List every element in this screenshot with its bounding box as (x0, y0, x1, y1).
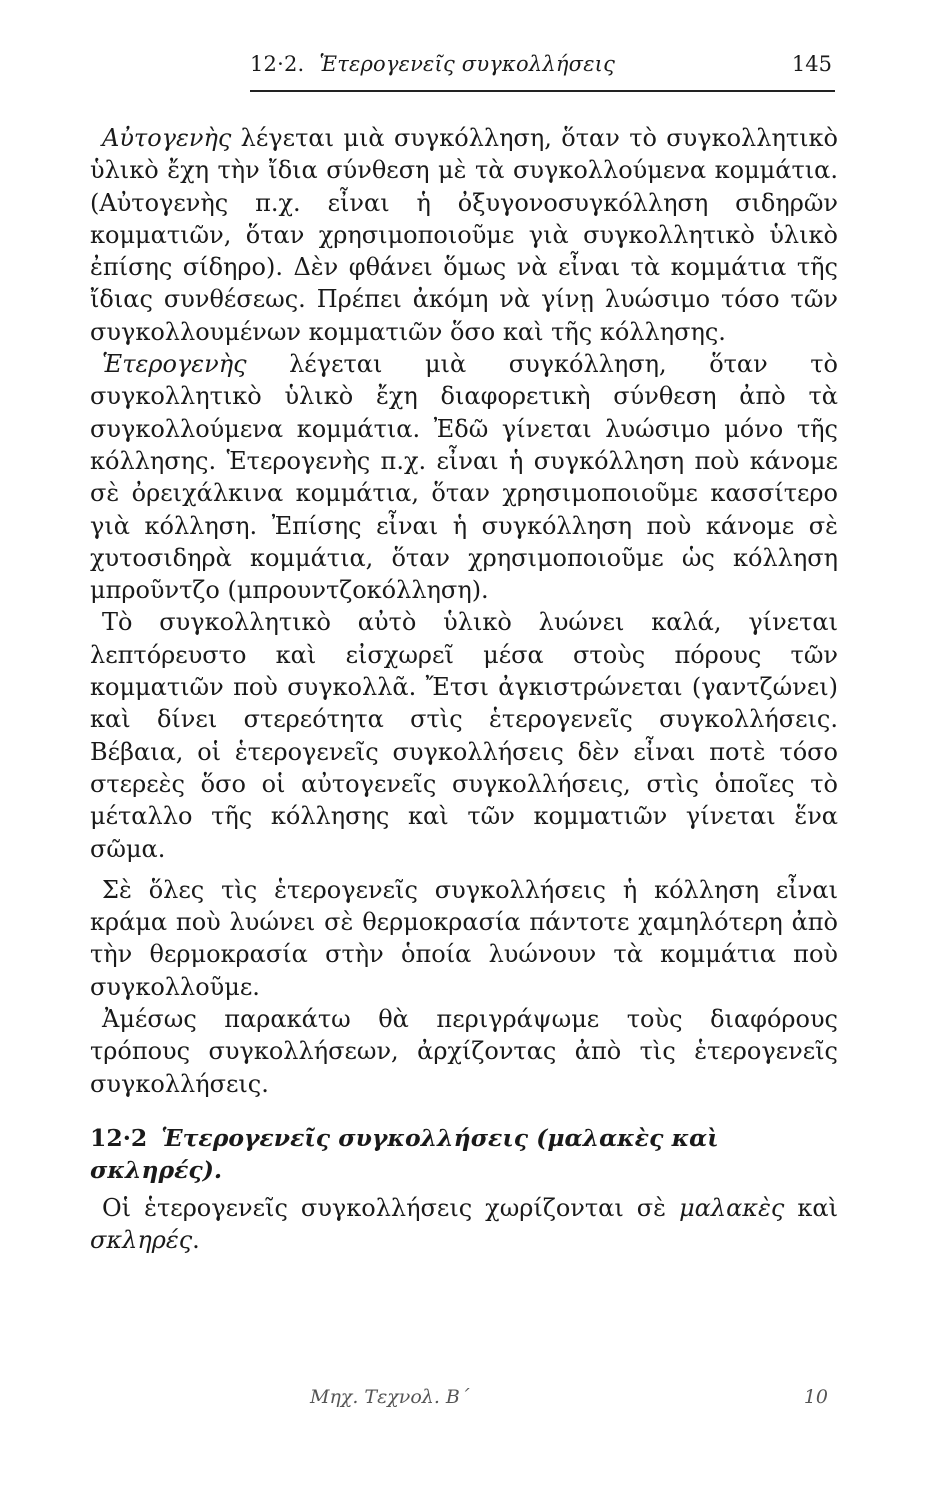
paragraph-text: Ἀμέσως παρακάτω θὰ περιγράψωμε τοὺς διαφόρους τρόπους συγκολλήσεων, ἀρχίζοντας ἀπὸ τὶς ἑτερογενεῖς συγκολλήσεις. (90, 1005, 838, 1098)
footer-mark: 10 (803, 1386, 828, 1408)
running-head-title: Ἑτερογενεῖς συγκολλήσεις (319, 52, 616, 76)
running-head-section-number: 12·2. (250, 52, 305, 76)
term-hard: σκληρές (90, 1226, 193, 1255)
paragraph-solder-material (90, 606, 838, 864)
paragraph-text: Τὸ συγκολλητικὸ αὐτὸ ὑλικὸ λυώνει καλά, γίνεται λεπτόρευστο καὶ εἰσχωρεῖ μέσα στοὺς πόρους τῶν κομματιῶν ποὺ συγκολλᾶ. Ἔτσι ἀγκιστρώνεται (γαντζώνει) καὶ δίνει στερεότητα στὶς ἑτερογενεῖς συγκολλήσεις. Βέβαια, οἱ ἑτερογενεῖς συγκολλήσεις δὲν εἶναι ποτὲ τόσο στερεὲς ὅσο οἱ αὐτογενεῖς συγκολλήσεις, στὶς ὁποῖες τὸ μέταλλο τῆς κόλλησης καὶ τῶν κομματιῶν γίνεται ἕνα σῶμα. (90, 608, 838, 863)
section-heading (90, 1122, 838, 1186)
paragraph-autogenous (90, 122, 838, 348)
body-text (90, 122, 838, 1257)
paragraph-text: Οἱ ἑτερογενεῖς συγκολλήσεις χωρίζονται σὲ (102, 1193, 680, 1222)
term-soft: μαλακὲς (679, 1193, 785, 1222)
term-autogenous: Αὐτογενὴς (102, 124, 232, 152)
paragraph-text: Σὲ ὅλες τὶς ἑτερογενεῖς συγκολλήσεις ἡ κόλληση εἶναι κράμα ποὺ λυώνει σὲ θερμοκρασία πάντοτε χαμηλότερη ἀπὸ τὴν θερμοκρασία στὴν ὁποία λυώνουν τὰ κομμάτια ποὺ συγκολλοῦμε. (90, 875, 838, 1001)
paragraph-alloy (90, 874, 838, 1003)
section-number: 12·2 (90, 1123, 148, 1152)
paragraph-text: λέγεται μιὰ συγκόλληση, ὅταν τὸ συγκολλητικὸ ὑλικὸ ἔχη τὴν ἴδια σύνθεση μὲ τὰ συγκολλούμενα κομμάτια. (Αὐτογενὴς π.χ. εἶναι ἡ ὀξυγονοσυγκόλληση σιδηρῶν κομματιῶν, ὅταν χρησιμοποιοῦμε γιὰ συγκολλητικὸ ὑλικὸ ἐπίσης σίδηρο). Δὲν φθάνει ὅμως νὰ εἶναι τὰ κομμάτια τῆς ἴδιας συνθέσεως. Πρέπει ἀκόμη νὰ γίνῃ λυώσιμο τόσο τῶν συγκολλουμένων κομματιῶν ὅσο καὶ τῆς κόλλησης. (90, 124, 838, 346)
paragraph-text: λέγεται μιὰ συγκόλληση, ὅταν τὸ συγκολλητικὸ ὑλικὸ ἔχη διαφορετικὴ σύνθεση ἀπὸ τὰ συγκολλούμενα κομμάτια. Ἐδῶ γίνεται λυώσιμο μόνο τῆς κόλλησης. Ἑτερογενὴς π.χ. εἶναι ἡ συγκόλληση ποὺ κάνομε σὲ ὀρειχάλκινα κομμάτια, ὅταν χρησιμοποιοῦμε κασσίτερο γιὰ κόλληση. Ἐπίσης εἶναι ἡ συγκόλληση ποὺ κάνομε σὲ χυτοσιδηρὰ κομμάτια, ὅταν χρησιμοποιοῦμε ὡς κόλληση μπροῦντζο (μπρουντζοκόλληση). (90, 350, 838, 605)
footer-signature: Μηχ. Τεχνολ. Β΄ (310, 1386, 470, 1408)
running-head (250, 52, 615, 76)
paragraph-heterogeneous (90, 348, 838, 606)
paragraph-text: καὶ (784, 1193, 838, 1222)
section-title: Ἑτερογενεῖς συγκολλήσεις (161, 1123, 529, 1152)
term-heterogeneous: Ἑτερογενὴς (102, 350, 247, 379)
header-rule (250, 90, 835, 92)
paragraph-classification (90, 1192, 838, 1257)
paragraph-text: . (192, 1226, 200, 1255)
section-subtitle: (μαλακὲς καὶ σκληρές). (90, 1123, 719, 1184)
page-number: 145 (791, 52, 832, 76)
paragraph-intro-methods (90, 1003, 838, 1100)
